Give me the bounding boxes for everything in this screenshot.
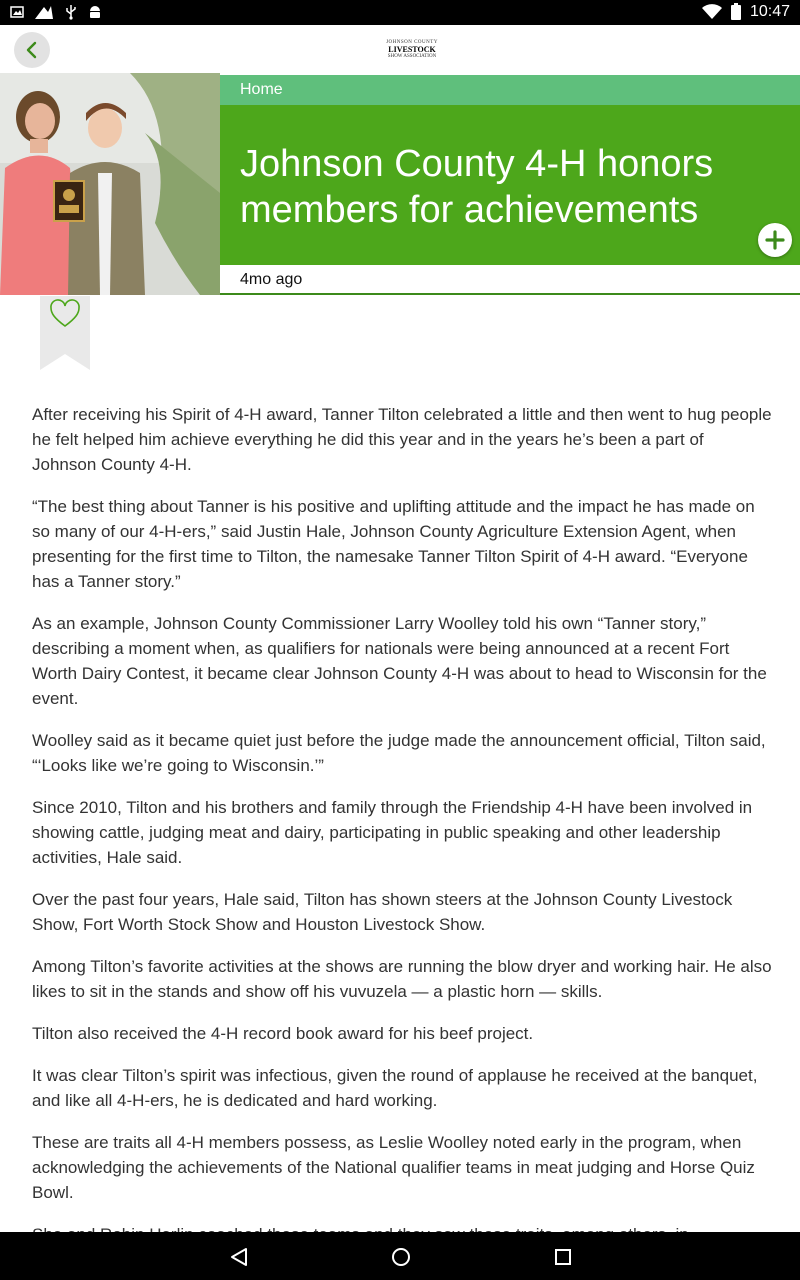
plus-icon bbox=[764, 229, 786, 251]
article-paragraph: Over the past four years, Hale said, Tilton has shown steers at the Johnson County Livestock Show, Fort Worth Stock Show and Houston Livestock Show. bbox=[32, 890, 733, 934]
app-bar bbox=[0, 25, 800, 76]
article-paragraph: Among Tilton’s favorite activities at the shows are running the blow dryer and working hair. He also likes to sit in the stands and show off his vuvuzela — a plastic horn — skills. bbox=[32, 957, 772, 1001]
logo-line-2: LIVESTOCK bbox=[388, 44, 436, 54]
breadcrumb-home-link[interactable]: Home bbox=[240, 81, 283, 98]
heart-outline-icon bbox=[50, 300, 80, 328]
logo-line-3: SHOW ASSOCIATION bbox=[387, 53, 437, 59]
nav-home-icon[interactable] bbox=[390, 1246, 412, 1268]
article-title: Johnson County 4-H honors members for achievements bbox=[240, 143, 714, 231]
article-paragraph: It was clear Tilton’s spirit was infectious, given the round of applause he received at the banquet, and like all 4-H-ers, he is dedicated and hard working. bbox=[32, 1066, 758, 1110]
usb-icon bbox=[64, 4, 78, 20]
battery-icon bbox=[730, 3, 742, 21]
article-paragraph: After receiving his Spirit of 4-H award, Tanner Tilton celebrated a little and then went to hug people he felt helped him achieve everything he did this year and in the years he’s been a part of Johnson County 4-H. bbox=[32, 405, 772, 474]
article-paragraph: “The best thing about Tanner is his positive and uplifting attitude and the impact he has made on so many of our 4-H-ers,” said Justin Hale, Johnson County Agriculture Extension Agent, when presenting for the first time to Tilton, the namesake Tanner Tilton Spirit of 4-H award. “Everyone has a Tanner story.” bbox=[32, 497, 755, 591]
favorite-bookmark[interactable] bbox=[40, 296, 90, 370]
article-paragraph: Tilton also received the 4-H record book award for his beef project. bbox=[32, 1024, 534, 1043]
back-button[interactable] bbox=[14, 32, 50, 68]
add-button[interactable] bbox=[758, 223, 792, 257]
article-paragraph: Since 2010, Tilton and his brothers and family through the Friendship 4-H have been involved in showing cattle, judging meat and dairy, participating in public speaking and other leadership activities, Hale said. bbox=[32, 798, 753, 867]
android-icon bbox=[88, 4, 102, 20]
article-paragraph: These are traits all 4-H members possess, as Leslie Woolley noted early in the program, when acknowledging the achievements of the National qualifier teams in meat judging and Horse Quiz Bowl. bbox=[32, 1133, 755, 1202]
nav-recents-icon[interactable] bbox=[553, 1247, 573, 1267]
status-bar bbox=[0, 0, 800, 25]
image-icon bbox=[10, 5, 24, 19]
status-time: 10:47 bbox=[749, 3, 790, 20]
wifi-icon bbox=[702, 4, 722, 20]
system-nav-bar bbox=[0, 1232, 800, 1280]
nav-back-icon[interactable] bbox=[228, 1246, 250, 1268]
logo-line-1: JOHNSON COUNTY bbox=[386, 39, 438, 45]
article-hero bbox=[0, 75, 800, 295]
article-paragraph: As an example, Johnson County Commissioner Larry Woolley told his own “Tanner story,” describing a moment when, as qualifiers for nationals were being announced at a recent Fort Worth Dairy Contest, it became clear Johnson County 4-H was about to head to Wisconsin for the event. bbox=[32, 614, 767, 708]
status-right-icons bbox=[702, 3, 790, 21]
article-body bbox=[32, 402, 772, 1232]
article-time-ago: 4mo ago bbox=[240, 271, 303, 288]
article-photo bbox=[0, 73, 220, 295]
chevron-left-icon bbox=[24, 41, 40, 59]
article-paragraph: Woolley said as it became quiet just before the judge made the announcement official, Tilton said, “‘Looks like we’re going to Wisconsin.’” bbox=[32, 731, 766, 775]
status-left-icons bbox=[10, 4, 102, 20]
signal-icon bbox=[34, 4, 54, 20]
app-logo bbox=[386, 33, 438, 65]
